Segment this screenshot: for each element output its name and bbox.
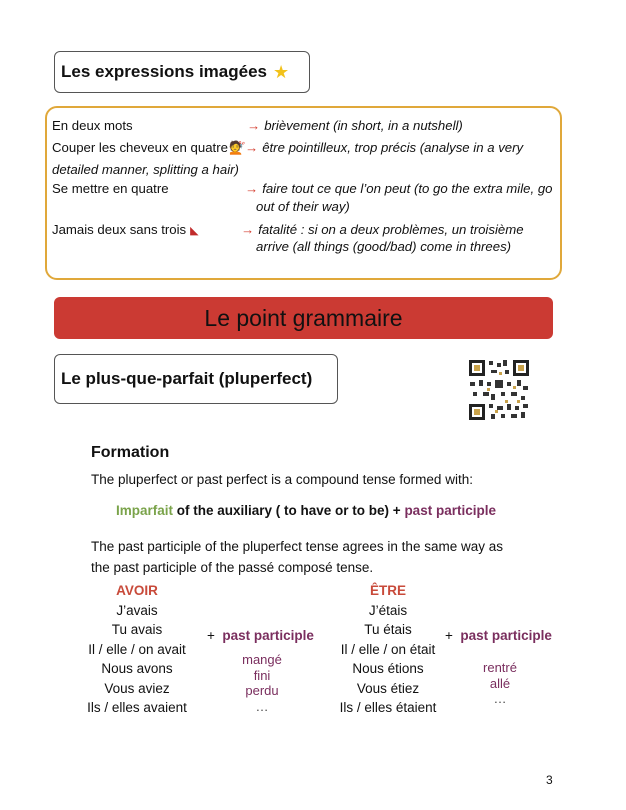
- etre-heading: ÊTRE: [369, 583, 406, 598]
- arrow-icon: →: [245, 181, 259, 196]
- avoir-form: Vous aviez: [104, 680, 170, 696]
- etre-form: Ils / elles étaient: [339, 700, 437, 715]
- participle: …: [255, 698, 269, 714]
- definition-3-line1: → faire tout ce que l’on peut (to go the extra mile, go: [245, 181, 553, 196]
- avoir-heading: AVOIR: [116, 583, 158, 598]
- avoir-pp-label: past participle: [222, 628, 314, 643]
- participle: …: [493, 691, 507, 706]
- formula-past-participle: past participle: [404, 503, 496, 518]
- agreement-text-2: the past participle of the passé composé tense.: [91, 560, 374, 575]
- avoir-participles: [230, 652, 294, 714]
- expressions-title-box: [54, 51, 310, 93]
- definition-1: → brièvement (in short, in a nutshell): [247, 118, 463, 133]
- red-flag-icon: ◣: [190, 225, 199, 237]
- haircut-person-icon: 💇: [228, 140, 246, 155]
- etre-form: Il / elle / on était: [340, 641, 436, 657]
- avoir-form: J’avais: [116, 602, 158, 618]
- plus-sign: +: [445, 628, 453, 643]
- avoir-pp-formula: [207, 628, 314, 643]
- avoir-form: Nous avons: [101, 661, 173, 676]
- formula: [116, 503, 496, 518]
- etre-form: Nous étions: [352, 661, 424, 676]
- expression-1: En deux mots: [52, 118, 133, 133]
- expression-4: Jamais deux sans trois ◣: [52, 222, 199, 237]
- etre-column: [323, 581, 453, 718]
- banner-title: Le point grammaire: [204, 304, 403, 331]
- participle: fini: [253, 667, 271, 683]
- plus-sign: +: [207, 628, 215, 643]
- definition-4-line2: arrive (all things (good/bad) come in threes): [256, 239, 512, 254]
- participle: rentré: [483, 660, 517, 675]
- expression-3: Se mettre en quatre: [52, 181, 169, 196]
- participle: allé: [489, 675, 511, 691]
- expressions-title: Les expressions imagées: [61, 62, 268, 81]
- definition-3-line2: out of their way): [256, 199, 350, 214]
- definition-2-line2: detailed manner, splitting a hair): [52, 162, 239, 177]
- avoir-form: Tu avais: [111, 622, 163, 637]
- formula-imparfait: Imparfait: [116, 503, 174, 518]
- arrow-icon: →: [247, 118, 261, 133]
- qr-code-icon[interactable]: [467, 358, 531, 422]
- etre-pp-label: past participle: [460, 628, 552, 643]
- arrow-icon: →: [241, 222, 255, 237]
- expression-2: Couper les cheveux en quatre💇: [52, 140, 246, 155]
- avoir-form: Il / elle / on avait: [88, 641, 186, 657]
- etre-form: Tu étais: [364, 622, 412, 637]
- avoir-column: [72, 581, 202, 718]
- grammar-banner: [54, 297, 553, 339]
- participle: perdu: [245, 683, 279, 698]
- formation-heading: Formation: [91, 444, 170, 461]
- definition-4-line1: → fatalité : si on a deux problèmes, un troisième: [241, 222, 524, 237]
- etre-participles: [468, 660, 532, 707]
- arrow-icon: →: [245, 140, 259, 155]
- etre-pp-formula: [445, 628, 552, 643]
- etre-form: Vous étiez: [356, 680, 420, 696]
- etre-form: J’étais: [368, 602, 408, 618]
- definition-2-line1: → être pointilleux, trop précis (analyse in a very: [245, 140, 524, 155]
- agreement-text-1: The past participle of the pluperfect tense agrees in the same way as: [91, 539, 503, 554]
- page-number: 3: [546, 773, 553, 787]
- formula-auxiliary: of the auxiliary ( to have or to be) +: [173, 503, 405, 518]
- avoir-form: Ils / elles avaient: [87, 700, 187, 715]
- intro-text: The pluperfect or past perfect is a compound tense formed with:: [91, 472, 473, 487]
- grammar-title: Le plus-que-parfait (pluperfect): [61, 369, 313, 388]
- participle: mangé: [242, 652, 282, 667]
- grammar-title-box: [54, 354, 338, 404]
- star-icon: ★: [273, 61, 290, 82]
